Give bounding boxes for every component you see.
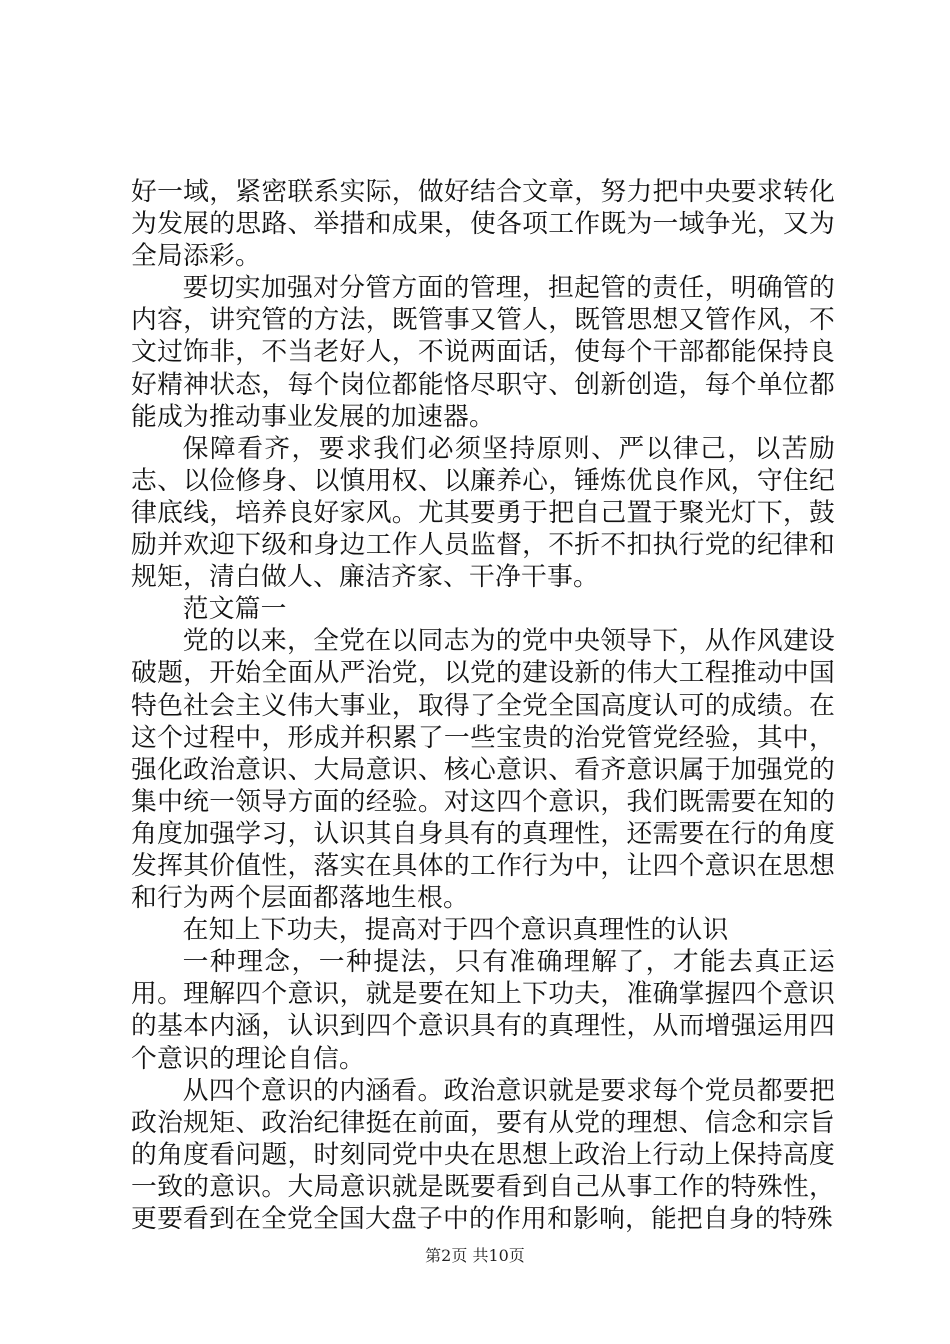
paragraph: 一种理念，一种提法，只有准确理解了，才能去真正运用。理解四个意识，就是要在知上下功夫，准确掌握四个意识的基本内涵，认识到四个意识具有的真理性，从而增强运用四个意识的理论自信。 — [131, 947, 835, 1074]
paragraph: 保障看齐，要求我们必须坚持原则、严以律己，以苦励志、以俭修身、以慎用权、以廉养心，锤炼优良作风，守住纪律底线，培养良好家风。尤其要勇于把自己置于聚光灯下，鼓励并欢迎下级和身边工作人员监督，不折不扣执行党的纪律和规矩，清白做人、廉洁齐家、干净干事。 — [131, 433, 835, 593]
paragraph: 好一域，紧密联系实际，做好结合文章，努力把中央要求转化为发展的思路、举措和成果，使各项工作既为一域争光，又为全局添彩。 — [131, 177, 835, 272]
paragraph: 从四个意识的内涵看。政治意识就是要求每个党员都要把政治规矩、政治纪律挺在前面，要有从党的理想、信念和宗旨的角度看问题，时刻同党中央在思想上政治上行动上保持高度一致的意识。大局意识就是既要看到自己从事工作的特殊性，更要看到在全党全国大盘子中的作用和影响，能把自身的特殊 — [131, 1075, 835, 1234]
page-footer: 第2页 共10页 — [425, 1246, 525, 1265]
document-body — [131, 176, 835, 1235]
section-heading: 范文篇一 — [182, 594, 287, 625]
subsection-heading: 在知上下功夫，提高对于四个意识真理性的认识 — [182, 915, 729, 946]
paragraph: 党的以来，全党在以同志为的党中央领导下，从作风建设破题，开始全面从严治党，以党的建设新的伟大工程推动中国特色社会主义伟大事业，取得了全党全国高度认可的成绩。在这个过程中，形成并积累了一些宝贵的治党管党经验，其中，强化政治意识、大局意识、核心意识、看齐意识属于加强党的集中统一领导方面的经验。对这四个意识，我们既需要在知的角度加强学习，认识其自身具有的真理性，还需要在行的角度发挥其价值性，落实在具体的工作行为中，让四个意识在思想和行为两个层面都落地生根。 — [131, 626, 835, 914]
paragraph: 要切实加强对分管方面的管理，担起管的责任，明确管的内容，讲究管的方法，既管事又管人，既管思想又管作风，不文过饰非，不当老好人，不说两面话，使每个干部都能保持良好精神状态，每个岗位都能恪尽职守、创新创造，每个单位都能成为推动事业发展的加速器。 — [131, 273, 835, 432]
